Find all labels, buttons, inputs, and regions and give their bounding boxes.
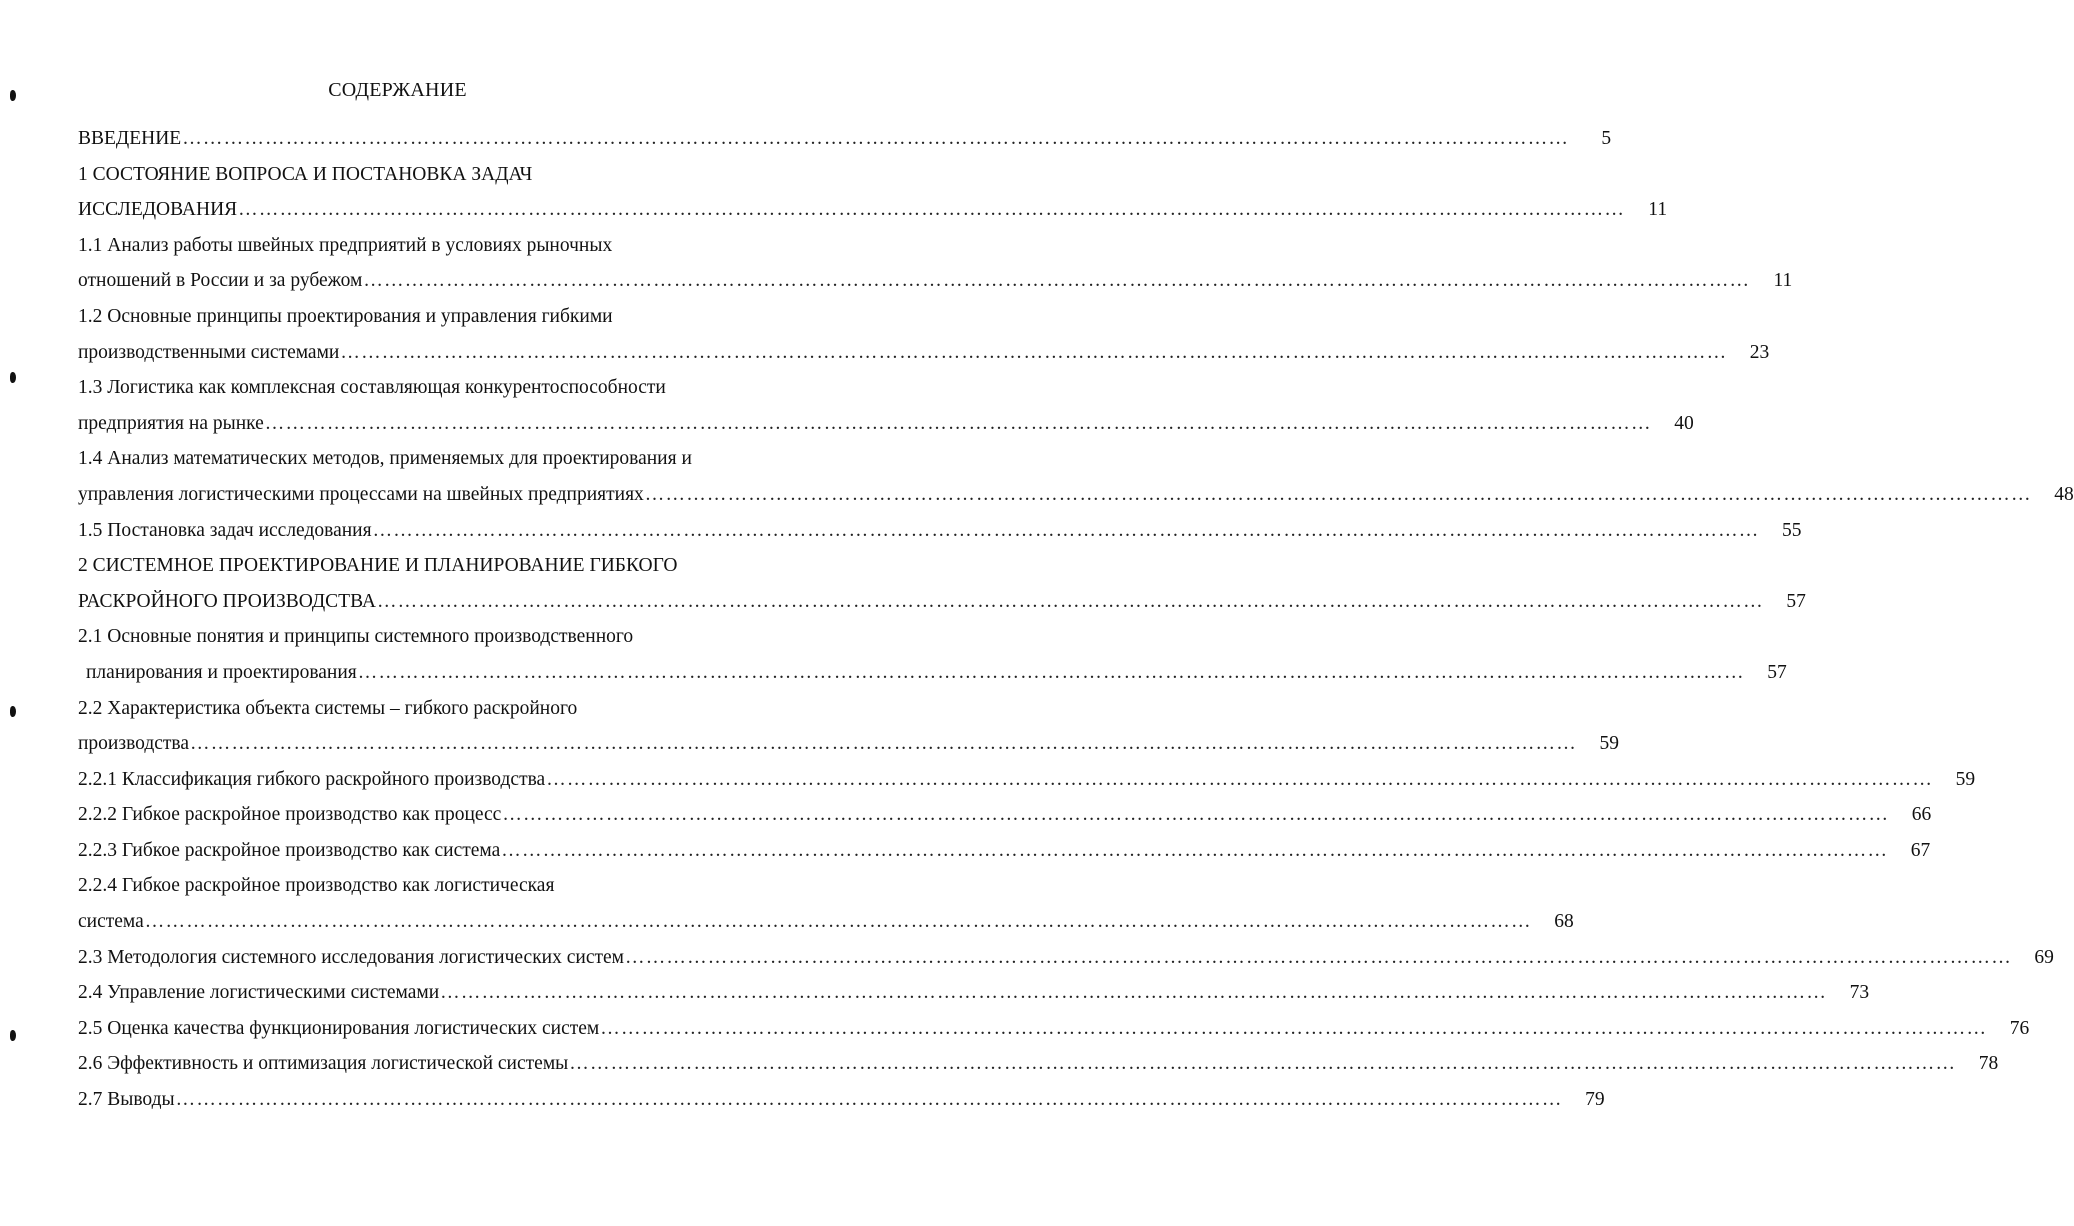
toc-entry-line bbox=[78, 762, 1976, 798]
toc-page-number: 69 bbox=[2034, 946, 2054, 968]
toc-entry-text: 2.4 Управление логистическими системами bbox=[78, 982, 440, 1004]
toc-page-number: 73 bbox=[1849, 982, 1870, 1004]
toc-page-number: 78 bbox=[1978, 1053, 1999, 1075]
toc-page-number: 11 bbox=[1648, 199, 1668, 221]
dot-leader: ………………………………………………………………………………………………………………………………………………………………………………… bbox=[644, 483, 2032, 505]
toc-entry-line bbox=[78, 1046, 1999, 1082]
dot-leader: ………………………………………………………………………………………………………………………………………………………………………………… bbox=[357, 661, 1745, 683]
dot-leader: ………………………………………………………………………………………………………………………………………………………………………………… bbox=[372, 519, 1760, 541]
toc-entry-line bbox=[78, 975, 1870, 1011]
toc-entry-line bbox=[78, 1082, 1605, 1118]
toc-entry-text: 2.5 Оценка качества функционирования логистических систем bbox=[78, 1017, 600, 1039]
toc-entry-text: 2 СИСТЕМНОЕ ПРОЕКТИРОВАНИЕ И ПЛАНИРОВАНИЕ ГИБКОГО bbox=[78, 555, 678, 577]
toc-entry bbox=[78, 1011, 2030, 1047]
toc-entry-line bbox=[78, 833, 1931, 869]
toc-entry bbox=[78, 1046, 1999, 1082]
toc-entry-line bbox=[78, 121, 1612, 157]
toc-entry-line bbox=[78, 192, 1668, 228]
dot-leader: ………………………………………………………………………………………………………………………………………………………………………………… bbox=[502, 804, 1890, 826]
toc-entry-text: 2.2.2 Гибкое раскройное производство как процесс bbox=[78, 804, 502, 826]
toc-entry bbox=[78, 1082, 1605, 1118]
toc-entry-line bbox=[78, 904, 1574, 940]
dot-leader: ………………………………………………………………………………………………………………………………………………………………………………… bbox=[340, 341, 1728, 363]
toc-entry-line bbox=[78, 868, 738, 904]
toc-page-number: 79 bbox=[1585, 1089, 1605, 1111]
toc-entry bbox=[78, 157, 1668, 228]
toc-entry-line bbox=[78, 228, 738, 264]
dot-leader: ………………………………………………………………………………………………………………………………………………………………………………… bbox=[175, 1089, 1563, 1111]
toc-page-number: 5 bbox=[1601, 128, 1612, 149]
toc-entry-line bbox=[78, 441, 738, 477]
dot-leader: ………………………………………………………………………………………………………………………………………………………………………………… bbox=[190, 733, 1577, 755]
dot-leader: ………………………………………………………………………………………………………………………………………………………………………………… bbox=[569, 1053, 1957, 1075]
toc-entry-line bbox=[78, 584, 1806, 620]
toc-page-number: 57 bbox=[1767, 661, 1787, 683]
toc-entry-line bbox=[78, 513, 1802, 549]
toc-entry bbox=[78, 797, 1932, 833]
toc-entry-line bbox=[78, 335, 1770, 371]
dot-leader: ………………………………………………………………………………………………………………………………………………………………………………… bbox=[264, 412, 1652, 434]
toc-entry-line bbox=[78, 940, 2054, 976]
toc-page-number: 48 bbox=[2054, 483, 2074, 505]
toc-entry bbox=[78, 441, 2074, 512]
toc-entry-text: производственными системами bbox=[78, 341, 340, 363]
toc-entry-text: система bbox=[78, 911, 144, 933]
toc-entry-text: 2.6 Эффективность и оптимизация логистической системы bbox=[78, 1053, 569, 1075]
dot-leader: ………………………………………………………………………………………………………………………………………………………………………………… bbox=[238, 199, 1626, 221]
toc-entry-line bbox=[78, 619, 738, 655]
toc-entry-text: предприятия на рынке bbox=[78, 412, 264, 434]
toc-entry-text: 2.2.4 Гибкое раскройное производство как логистическая bbox=[78, 875, 555, 897]
toc-entry bbox=[78, 513, 1802, 549]
dot-leader: ………………………………………………………………………………………………………………………………………………………………………………… bbox=[625, 946, 2012, 968]
toc-page-number: 67 bbox=[1910, 839, 1931, 861]
toc-entry bbox=[78, 121, 1612, 157]
dot-leader: ………………………………………………………………………………………………………………………………………………………………………………… bbox=[600, 1017, 1988, 1039]
toc-entry-line bbox=[78, 655, 1787, 691]
toc-page-number: 59 bbox=[1599, 733, 1619, 755]
margin-mark bbox=[10, 1030, 16, 1041]
toc-entry-text: 1.1 Анализ работы швейных предприятий в условиях рыночных bbox=[78, 234, 613, 256]
toc-entry-line bbox=[78, 157, 738, 193]
toc-entry bbox=[78, 299, 1770, 370]
toc-entry bbox=[78, 619, 1787, 690]
margin-mark bbox=[10, 372, 16, 383]
toc-entry bbox=[78, 548, 1806, 619]
toc-entry bbox=[78, 228, 1793, 299]
toc-page-number: 66 bbox=[1911, 804, 1932, 826]
dot-leader: ………………………………………………………………………………………………………………………………………………………………………………… bbox=[440, 982, 1828, 1004]
toc-entry-text: отношений в России и за рубежом bbox=[78, 270, 363, 292]
toc-page-number: 11 bbox=[1773, 270, 1793, 292]
toc-entry-line bbox=[78, 1011, 2030, 1047]
page-title: СОДЕРЖАНИЕ bbox=[328, 79, 467, 101]
toc-entry-line bbox=[78, 691, 738, 727]
toc-entry-text: производства bbox=[78, 733, 190, 755]
toc-entry-line bbox=[78, 548, 738, 584]
toc-entry-text: 2.2.3 Гибкое раскройное производство как система bbox=[78, 839, 501, 861]
toc-page-number: 76 bbox=[2009, 1017, 2030, 1039]
toc-entry bbox=[78, 940, 2054, 976]
table-of-contents bbox=[78, 121, 2074, 1118]
dot-leader: ………………………………………………………………………………………………………………………………………………………………………………… bbox=[376, 590, 1764, 612]
toc-entry-line bbox=[78, 299, 738, 335]
toc-entry-text: ВВЕДЕНИЕ bbox=[78, 128, 182, 149]
toc-page-number: 59 bbox=[1955, 768, 1976, 790]
toc-entry bbox=[78, 691, 1619, 762]
toc-page-number: 57 bbox=[1786, 590, 1806, 612]
toc-entry-text: 2.1 Основные понятия и принципы системного производственного bbox=[78, 626, 634, 648]
toc-entry-line bbox=[78, 797, 1932, 833]
toc-entry-line bbox=[78, 726, 1619, 762]
margin-mark bbox=[10, 90, 16, 101]
toc-entry bbox=[78, 762, 1976, 798]
margin-mark bbox=[10, 706, 16, 717]
toc-entry bbox=[78, 868, 1574, 939]
toc-entry-line bbox=[78, 477, 2074, 513]
dot-leader: ………………………………………………………………………………………………………………………………………………………………………………… bbox=[144, 911, 1532, 933]
toc-page-number: 55 bbox=[1781, 519, 1802, 541]
toc-entry-line bbox=[78, 406, 1694, 442]
toc-page-number: 40 bbox=[1674, 412, 1694, 434]
toc-page-number: 23 bbox=[1749, 341, 1770, 363]
toc-entry-text: планирования и проектирования bbox=[86, 661, 357, 683]
dot-leader: ………………………………………………………………………………………………………………………………………………………………………………… bbox=[363, 270, 1751, 292]
toc-entry bbox=[78, 833, 1931, 869]
toc-entry-line bbox=[78, 370, 738, 406]
toc-entry-text: 2.2.1 Классификация гибкого раскройного производства bbox=[78, 768, 546, 790]
toc-entry-line bbox=[78, 263, 1793, 299]
toc-entry-text: РАСКРОЙНОГО ПРОИЗВОДСТВА bbox=[78, 590, 376, 612]
toc-entry-text: 1.5 Постановка задач исследования bbox=[78, 519, 372, 541]
dot-leader: ………………………………………………………………………………………………………………………………………………………………………………… bbox=[182, 128, 1570, 149]
toc-page-number: 68 bbox=[1554, 911, 1574, 933]
toc-entry bbox=[78, 370, 1694, 441]
toc-entry-text: 2.2 Характеристика объекта системы – гибкого раскройного bbox=[78, 697, 578, 719]
dot-leader: ………………………………………………………………………………………………………………………………………………………………………………… bbox=[501, 839, 1889, 861]
toc-entry-text: управления логистическими процессами на швейных предприятиях bbox=[78, 483, 644, 505]
toc-entry-text: 1 СОСТОЯНИЕ ВОПРОСА И ПОСТАНОВКА ЗАДАЧ bbox=[78, 163, 533, 185]
toc-entry-text: 1.3 Логистика как комплексная составляющая конкурентоспособности bbox=[78, 377, 666, 399]
toc-entry bbox=[78, 975, 1870, 1011]
toc-entry-text: 2.3 Методология системного исследования логистических систем bbox=[78, 946, 624, 968]
toc-entry-text: ИССЛЕДОВАНИЯ bbox=[78, 199, 238, 221]
toc-entry-text: 2.7 Выводы bbox=[78, 1089, 175, 1111]
toc-entry-text: 1.4 Анализ математических методов, применяемых для проектирования и bbox=[78, 448, 692, 470]
toc-entry-text: 1.2 Основные принципы проектирования и управления гибкими bbox=[78, 305, 613, 327]
dot-leader: ………………………………………………………………………………………………………………………………………………………………………………… bbox=[546, 768, 1934, 790]
